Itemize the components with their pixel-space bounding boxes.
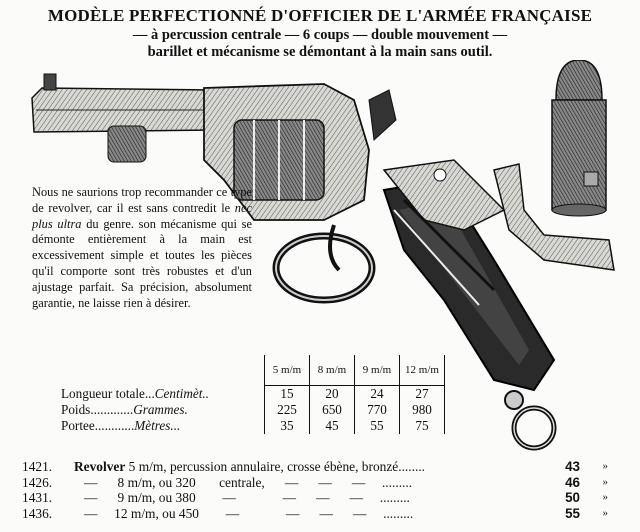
model-number: 1436. — [22, 505, 53, 521]
spec-label: Poids............. — [61, 402, 134, 417]
spec-unit: Centimèt.. — [154, 385, 209, 401]
subtitle-line-2: barillet et mécanisme se démontant à la main sans outil. — [147, 44, 493, 60]
model-price: 43 — [565, 459, 580, 474]
page-title: MODÈLE PERFECTIONNÉ D'OFFICIER DE L'ARMÉE FRANÇAISE — [47, 6, 593, 25]
model-description: — 12 m/m, ou 450 — — — — ......... — [74, 505, 414, 521]
spec-row-weight — [58, 402, 445, 418]
product-description — [32, 185, 252, 311]
spec-value: 75 — [400, 418, 445, 434]
description-text-2: du genre. son mécanisme qui se démonte entièrement à la main est excessivement simple et toutes les pièces qu'il comporte sont très robustes et d'un ajustage parfait. Sa précision, absolument garantie, ne laisse rien à désirer. — [32, 216, 252, 310]
model-price: 46 — [565, 474, 580, 490]
spec-value: 45 — [310, 418, 355, 434]
model-description: — 9 m/m, ou 380 — — — — ......... — [74, 490, 410, 505]
model-number: 1421. — [22, 459, 53, 474]
spec-value: 770 — [355, 402, 400, 418]
currency-mark: » — [602, 475, 608, 488]
specifications-table — [58, 355, 445, 434]
spec-header: 9 m/m — [355, 355, 400, 386]
spec-value: 650 — [310, 402, 355, 418]
description-italic: nec plus ultra — [32, 200, 252, 231]
spec-header: 5 m/m — [265, 355, 310, 386]
spec-value: 24 — [355, 386, 400, 403]
description-text-1: Nous ne saurions trop recommander ce type de revolver, car il est sans contredit le — [32, 185, 252, 215]
trigger-guard — [276, 225, 372, 300]
model-row — [12, 475, 628, 491]
model-number: 1426. — [22, 474, 53, 490]
model-row — [12, 506, 628, 522]
cartridge — [552, 60, 606, 216]
spec-value: 27 — [400, 386, 445, 403]
spec-value: 225 — [265, 402, 310, 418]
spec-header: 12 m/m — [400, 355, 445, 386]
spec-value: 55 — [355, 418, 400, 434]
currency-mark: » — [602, 491, 608, 503]
barrel — [32, 74, 214, 162]
spec-value: 20 — [310, 386, 355, 403]
model-price-list — [12, 459, 628, 521]
model-row — [12, 459, 628, 475]
model-name: Revolver — [74, 459, 126, 474]
model-price: 50 — [565, 490, 580, 505]
spec-unit: Grammes. — [133, 402, 188, 417]
currency-mark: » — [602, 460, 608, 472]
subtitle-line-1: — à percussion centrale — 6 coups — double mouvement — — [132, 27, 508, 43]
spec-value: 15 — [265, 386, 310, 403]
model-description: 5 m/m, percussion annulaire, crosse ébène, bronzé........ — [125, 459, 426, 474]
model-number: 1431. — [22, 490, 53, 505]
spec-label: Longueur totale... — [61, 385, 155, 401]
model-price: 55 — [565, 505, 580, 521]
spec-label: Portee............ — [61, 418, 135, 433]
spec-value: 35 — [265, 418, 310, 434]
spec-row-range — [58, 418, 445, 434]
spec-unit: Mètres... — [134, 418, 181, 433]
spec-row-length — [58, 386, 445, 403]
spec-header: 8 m/m — [310, 355, 355, 386]
currency-mark: » — [602, 506, 608, 519]
spec-value: 980 — [400, 402, 445, 418]
model-description: — 8 m/m, ou 320 centrale, — — — ......... — [74, 474, 413, 490]
model-row — [12, 490, 628, 506]
